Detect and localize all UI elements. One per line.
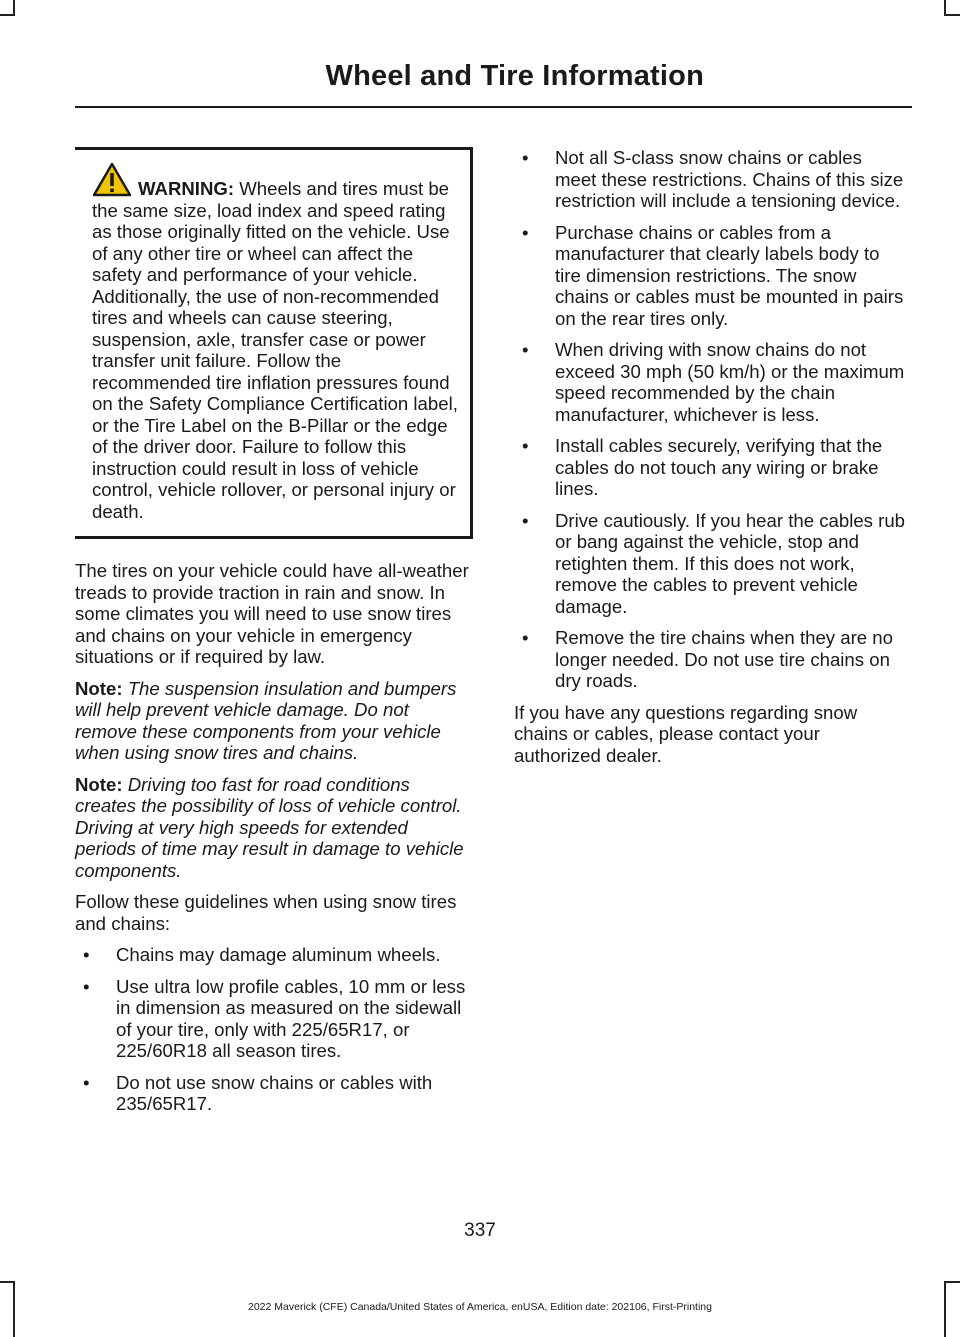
list-item-text: Do not use snow chains or cables with 235/65R17. (116, 1071, 433, 1114)
list-item (514, 510, 908, 618)
guidelines-intro: Follow these guidelines when using snow tires and chains: (75, 891, 457, 934)
list-item-text: When driving with snow chains do not exceed 30 mph (50 km/h) or the maximum speed recommended by the chain manufacturer, whichever is less. (555, 339, 905, 425)
warning-label: WARNING: (138, 178, 235, 199)
list-item (514, 339, 908, 425)
list-item (514, 222, 908, 330)
note-2-text: Driving too fast for road conditions creates the possibility of loss of vehicle control. Driving at very high speeds for extended periods of time may result in damage to vehicle components. (75, 773, 464, 881)
list-item-text: Purchase chains or cables from a manufacturer that clearly labels body to tire dimension restrictions. The snow chains or cables must be mounted in pairs on the rear tires only. (555, 221, 904, 329)
header-divider (75, 106, 912, 108)
note-1-text: The suspension insulation and bumpers will help prevent vehicle damage. Do not remove these components from your vehicle when using snow tires and chains. (75, 677, 457, 763)
bullet-icon: • (522, 221, 529, 243)
bullet-icon: • (522, 147, 529, 168)
list-item (514, 147, 908, 212)
right-column (514, 147, 908, 776)
crop-mark-bottom-left-h (0, 1281, 15, 1283)
list-item (514, 435, 908, 500)
warning-box (75, 147, 473, 539)
list-item (75, 976, 473, 1062)
list-item (75, 944, 473, 966)
note-2-label: Note: (75, 773, 123, 795)
page-title: Wheel and Tire Information (325, 60, 704, 92)
list-item-text: Remove the tire chains when they are no longer needed. Do not use tire chains on dry roads. (555, 627, 893, 691)
intro-paragraph: The tires on your vehicle could have all-weather treads to provide traction in rain and snow. In some climates you will need to use snow tires and chains on your vehicle in emergency situations or if required by law. (75, 560, 469, 667)
note-2 (75, 774, 473, 882)
left-column (75, 147, 473, 1125)
bullet-icon: • (83, 944, 90, 965)
bullet-icon: • (522, 435, 529, 456)
bullet-icon: • (522, 339, 529, 360)
right-bullet-list (514, 147, 908, 692)
list-item-text: Use ultra low profile cables, 10 mm or less in dimension as measured on the sidewall of your tire, only with 225/65R17, or 225/60R18 all season tires. (116, 975, 466, 1061)
bullet-icon: • (83, 1071, 90, 1093)
warning-triangle-icon (92, 162, 132, 198)
left-bullet-list (75, 944, 473, 1115)
crop-mark-top-left-h (0, 14, 15, 16)
closing-paragraph: If you have any questions regarding snow chains or cables, please contact your authorized dealer. (514, 701, 858, 766)
list-item-text: Not all S-class snow chains or cables meet these restrictions. Chains of this size restriction will include a tensioning device. (555, 147, 904, 211)
list-item-text: Chains may damage aluminum wheels. (116, 944, 441, 965)
warning-body: Wheels and tires must be the same size, load index and speed rating as those originally fitted on the vehicle. Use of any other tire or wheel can affect the safety and performance of your vehicle. Additionally, the use of non-recommended tires and wheels can cause steering, suspension, axle, transfer case or power transfer unit failure. Follow the recommended tire inflation pressures found on the Safety Compliance Certification label, or the Tire Label on the B-Pillar or the edge of the driver door. Failure to follow this instruction could result in loss of vehicle control, vehicle rollover, or personal injury or death. (92, 178, 458, 522)
crop-mark-top-right-h (944, 14, 960, 16)
list-item-text: Drive cautiously. If you hear the cables rub or bang against the vehicle, stop and retighten them. If this does not work, remove the cables to prevent vehicle damage. (555, 509, 906, 617)
note-1-label: Note: (75, 677, 123, 699)
page-number: 337 (464, 1220, 496, 1241)
list-item (75, 1072, 473, 1115)
warning-text (92, 178, 462, 522)
list-item-text: Install cables securely, verifying that the cables do not touch any wiring or brake lines. (555, 435, 883, 499)
crop-mark-bottom-right-h (944, 1281, 960, 1283)
list-item (514, 627, 908, 692)
bullet-icon: • (83, 975, 90, 997)
bullet-icon: • (522, 509, 529, 531)
edition-footer: 2022 Maverick (CFE) Canada/United States of America, enUSA, Edition date: 202106, First-Printing (248, 1301, 712, 1313)
bullet-icon: • (522, 627, 529, 648)
note-1 (75, 678, 473, 764)
